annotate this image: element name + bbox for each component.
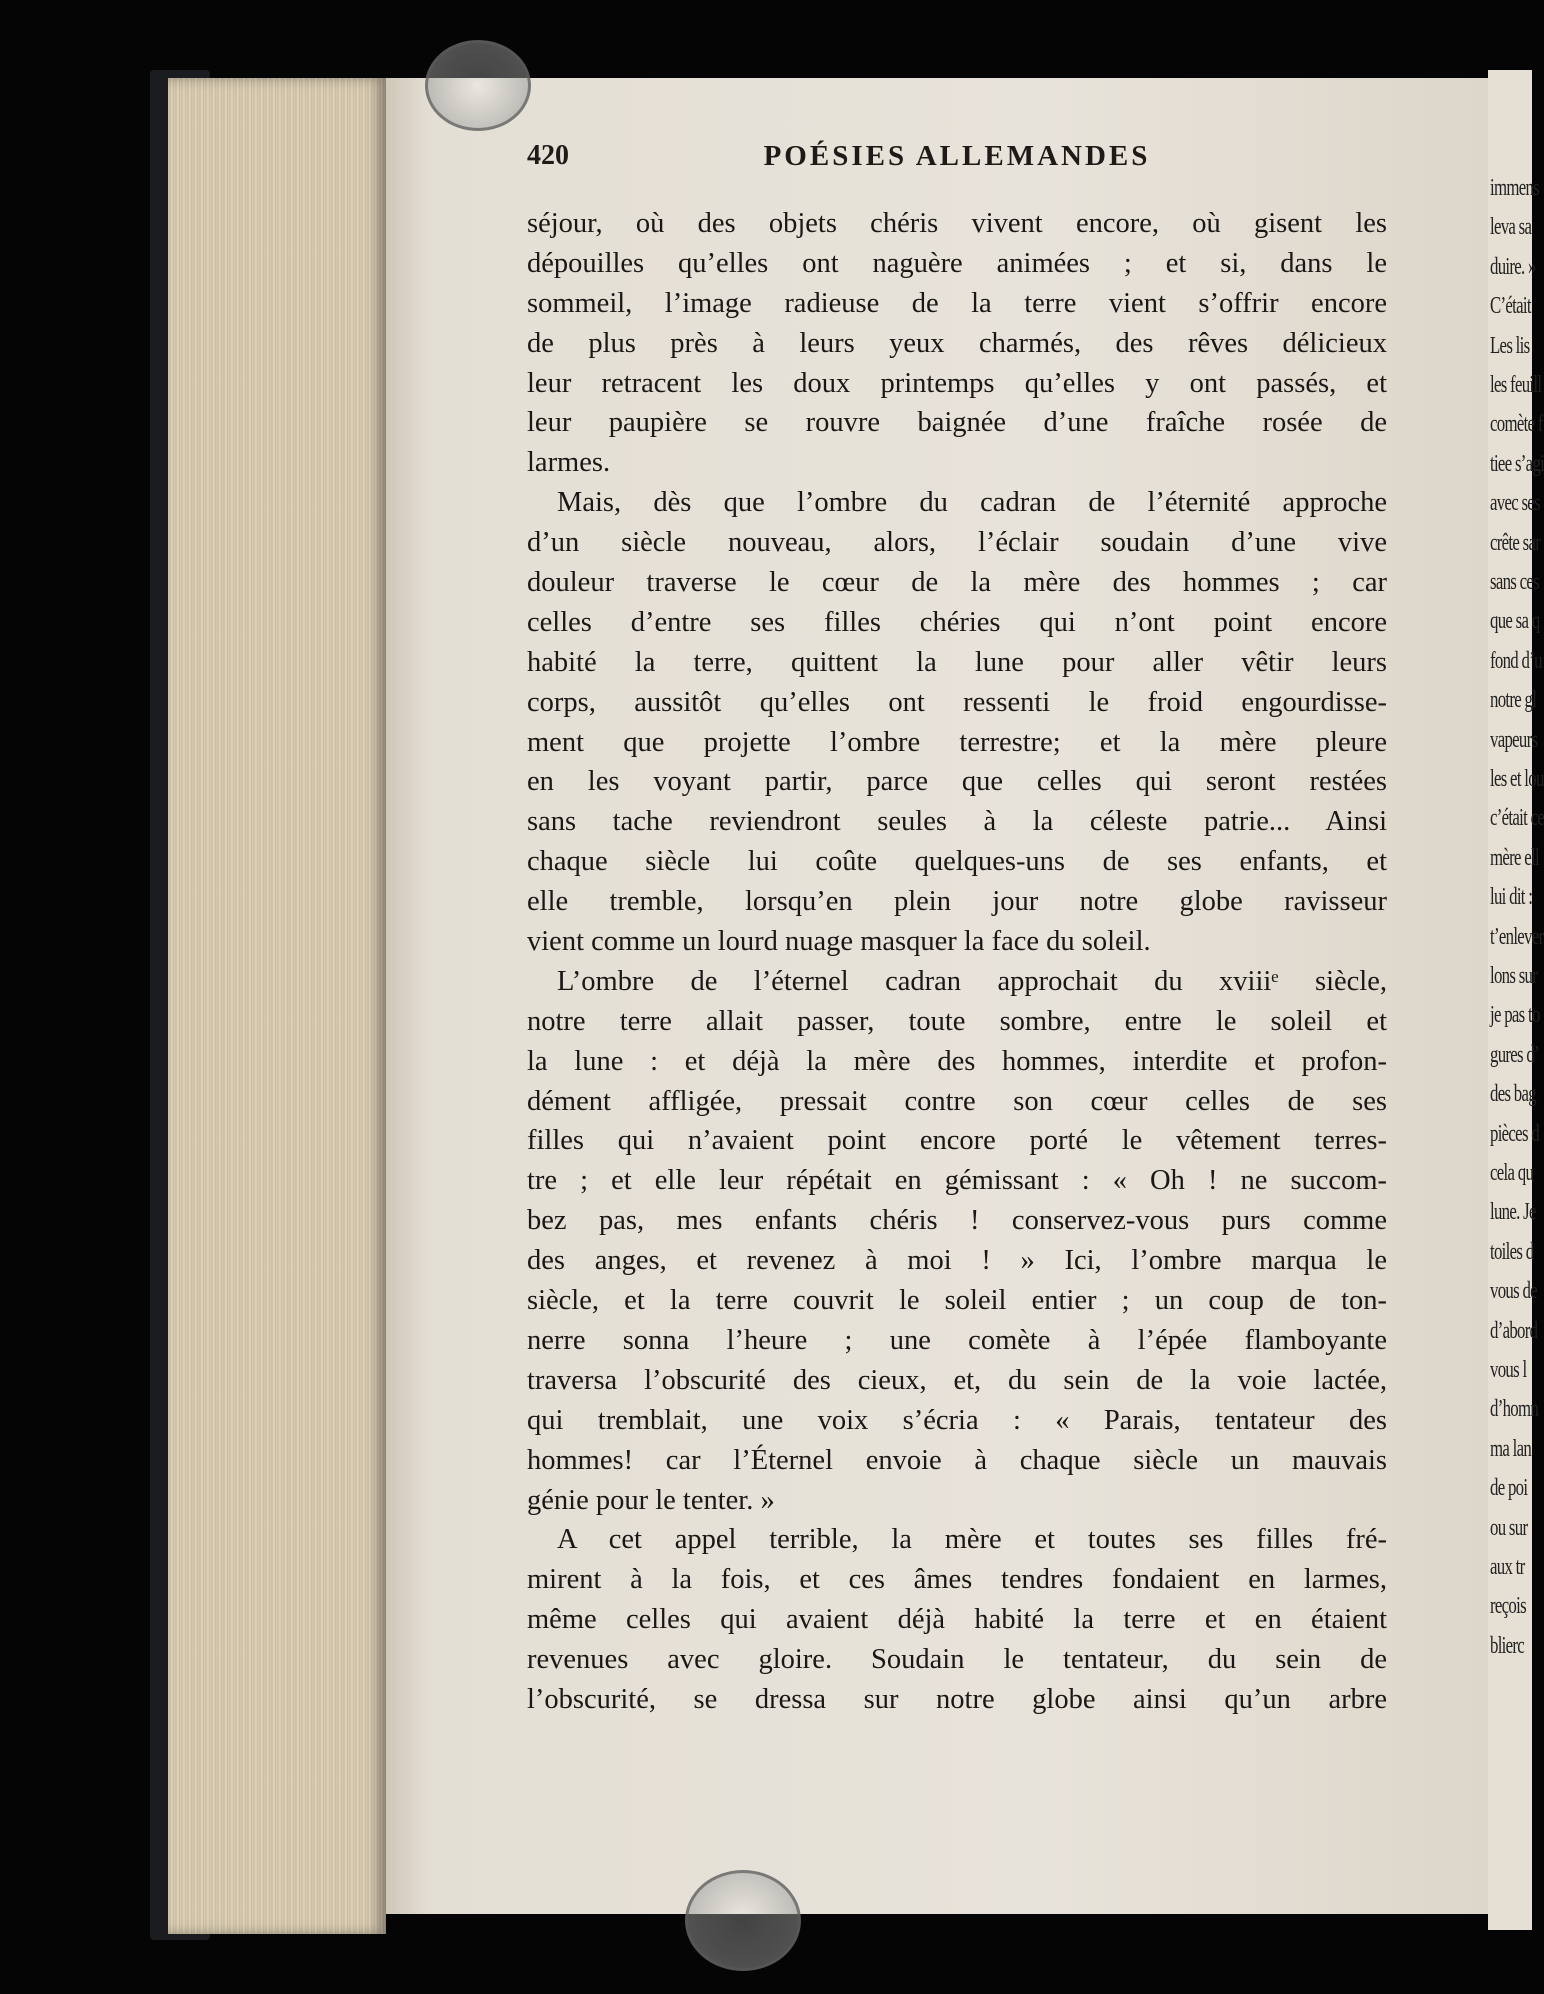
text-line: génie pour le tenter. »	[527, 1484, 775, 1516]
right-page-fragment: t’enlever	[1490, 923, 1544, 950]
right-page-fragment: cela qu	[1490, 1160, 1534, 1186]
right-page-fragment: vous l	[1490, 1357, 1527, 1383]
text-line: traversa l’obscurité des cieux, et, du sein de la voie lactée,	[527, 1364, 1387, 1396]
right-page-fragment: les et lou	[1490, 766, 1544, 792]
right-page-fragment: de poi	[1490, 1475, 1528, 1502]
right-page-fragment: reçois	[1490, 1593, 1526, 1620]
right-page-fragment: aux tr	[1490, 1554, 1525, 1580]
text-line: hommes! car l’Éternel envoie à chaque siècle un mauvais	[527, 1444, 1387, 1476]
text-line: dépouilles qu’elles ont naguère animées ; et si, dans le	[527, 247, 1387, 279]
right-page-fragment: c’était ce	[1490, 805, 1544, 832]
body-text	[527, 204, 1387, 1720]
right-page-fragment: gures d’	[1490, 1041, 1539, 1068]
right-page	[1488, 70, 1544, 1930]
text-line: d’un siècle nouveau, alors, l’éclair soudain d’une vive	[527, 527, 1387, 559]
bottom-page-clip	[685, 1870, 801, 1971]
right-page-fragment: lune. Je	[1490, 1199, 1536, 1226]
text-line: de plus près à leurs yeux charmés, des rêves délicieux	[527, 327, 1387, 359]
text-line: des anges, et revenez à moi ! » Ici, l’ombre marqua le	[527, 1245, 1387, 1277]
right-page-fragment: Les lis	[1490, 332, 1530, 359]
page-number: 420	[527, 140, 569, 171]
text-line: la lune : et déjà la mère des hommes, interdite et profon-	[527, 1045, 1387, 1077]
right-page-fragment: avec ses	[1490, 490, 1540, 517]
text-line: A cet appel terrible, la mère et toutes ses filles fré-	[557, 1524, 1387, 1556]
right-page-fragment: tiee s’agi	[1490, 450, 1544, 477]
right-page-fragment: que sa q	[1490, 608, 1540, 635]
text-line: leur paupière se rouvre baignée d’une fraîche rosée de	[527, 407, 1387, 439]
text-line: douleur traverse le cœur de la mère des hommes ; car	[527, 567, 1387, 599]
right-page-fragment: leva sa	[1490, 214, 1532, 241]
right-page-fragment: d’abord	[1490, 1317, 1538, 1344]
text-line: dément affligée, pressait contre son cœur celles de ses	[527, 1085, 1387, 1117]
right-page-fragment: C’était	[1490, 293, 1531, 320]
text-line: qui tremblait, une voix s’écria : « Parais, tentateur des	[527, 1404, 1387, 1436]
text-line: sans tache reviendront seules à la céleste patrie... Ainsi	[527, 806, 1387, 838]
page-header	[527, 140, 1387, 180]
right-page-fragment: d’homn	[1490, 1396, 1539, 1423]
running-title: POÉSIES ALLEMANDES	[763, 140, 1151, 172]
right-page-fragment: toiles d	[1490, 1238, 1534, 1265]
right-page-fragment: mère ell	[1490, 844, 1539, 871]
right-page-fragment: lons sur	[1490, 963, 1538, 989]
right-page-fragment: duire. »	[1490, 253, 1536, 280]
text-line: celles d’entre ses filles chéries qui n’ont point encore	[527, 606, 1387, 638]
right-page-fragment: je pas to	[1490, 1002, 1540, 1029]
right-page-fragment: crête sar	[1490, 529, 1541, 556]
text-line: séjour, où des objets chéris vivent encore, où gisent les	[527, 208, 1387, 239]
text-line: revenues avec gloire. Soudain le tentateur, du sein de	[527, 1644, 1387, 1676]
right-page-fragment: sans ces	[1490, 569, 1539, 595]
text-line: larmes.	[527, 447, 611, 479]
right-page-fragment: vous de	[1490, 1278, 1537, 1305]
text-line: siècle, et la terre couvrit le soleil entier ; un coup de ton-	[527, 1285, 1387, 1317]
text-line: corps, aussitôt qu’elles ont ressenti le froid engourdisse-	[527, 686, 1387, 718]
right-page-fragment: lui dit :	[1490, 884, 1533, 911]
text-line: L’ombre de l’éternel cadran approchait du xviiiᵉ siècle,	[557, 965, 1387, 997]
right-page-fragment: fond d’u	[1490, 647, 1542, 674]
text-line: même celles qui avaient déjà habité la terre et en étaient	[527, 1604, 1387, 1636]
right-page-fragment: vapeurs	[1490, 726, 1538, 753]
right-page-fragment: les feuill	[1490, 372, 1542, 398]
right-page-fragment: pièces d	[1490, 1120, 1539, 1147]
text-line: en les voyant partir, parce que celles qui seront restées	[527, 766, 1387, 798]
right-page-fragment: ou sur	[1490, 1514, 1528, 1541]
text-line: elle tremble, lorsqu’en plein jour notre globe ravisseur	[527, 886, 1387, 918]
text-line: notre terre allait passer, toute sombre, entre le soleil et	[527, 1005, 1387, 1037]
text-line: sommeil, l’image radieuse de la terre vient s’offrir encore	[527, 287, 1387, 319]
right-page-fragment: comète f	[1490, 411, 1543, 438]
right-page-fragment: ma lan	[1490, 1435, 1532, 1462]
text-line: habité la terre, quittent la lune pour aller vêtir leurs	[527, 646, 1387, 678]
text-line: chaque siècle lui coûte quelques-uns de ses enfants, et	[527, 846, 1387, 878]
text-line: vient comme un lourd nuage masquer la face du soleil.	[527, 926, 1151, 958]
right-page-fragment: notre gl	[1490, 687, 1537, 714]
text-line: leur retracent les doux printemps qu’elles y ont passés, et	[527, 367, 1387, 399]
text-line: l’obscurité, se dressa sur notre globe ainsi qu’un arbre	[527, 1683, 1387, 1715]
text-line: bez pas, mes enfants chéris ! conservez-vous purs comme	[527, 1205, 1387, 1237]
right-page-fragment: immens	[1490, 175, 1539, 201]
page-edges	[168, 78, 386, 1934]
text-line: filles qui n’avaient point encore porté le vêtement terres-	[527, 1125, 1387, 1157]
text-line: mirent à la fois, et ces âmes tendres fondaient en larmes,	[527, 1564, 1387, 1596]
text-line: Mais, dès que l’ombre du cadran de l’éternité approche	[557, 487, 1387, 519]
text-line: ment que projette l’ombre terrestre; et la mère pleure	[527, 726, 1387, 758]
top-page-clip	[425, 40, 531, 131]
text-line: nerre sonna l’heure ; une comète à l’épée flamboyante	[527, 1324, 1387, 1356]
right-page-fragment: des bag	[1490, 1081, 1536, 1108]
right-page-fragment: blierc	[1490, 1632, 1525, 1659]
text-line: tre ; et elle leur répétait en gémissant : « Oh ! ne succom-	[527, 1165, 1387, 1197]
